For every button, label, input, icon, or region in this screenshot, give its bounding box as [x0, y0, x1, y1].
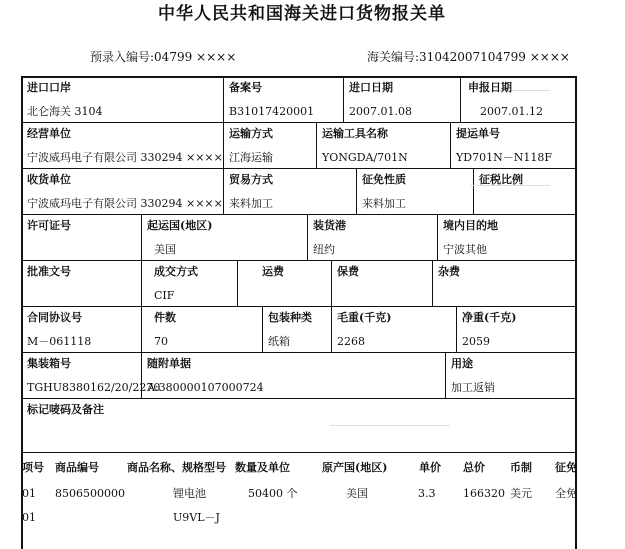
pieces-value: 70 — [154, 335, 168, 348]
goods-header-unit-price: 单价 — [419, 461, 441, 474]
deal-terms-label: 成交方式 — [154, 265, 198, 278]
goods-header-origin: 原产国(地区) — [322, 461, 388, 474]
destination-value: 宁波其他 — [443, 243, 487, 256]
customs-number: 海关编号:31042007104799 ×××× — [367, 50, 570, 64]
cell-divider — [141, 260, 142, 306]
vessel-name-value: YONGDA/701N — [322, 151, 408, 164]
contract-no-value: M－061118 — [27, 335, 92, 348]
goods-name: 锂电池 — [173, 487, 206, 500]
cell-divider — [473, 168, 474, 214]
loading-port-label: 装货港 — [313, 219, 346, 232]
goods-origin: 美国 — [346, 487, 368, 500]
preentry-number: 预录入编号:04799 ×××× — [90, 50, 237, 64]
approval-no-label: 批准文号 — [27, 265, 71, 278]
goods-currency: 美元 — [510, 487, 532, 500]
net-weight-label: 净重(千克) — [462, 311, 517, 324]
cell-divider — [445, 352, 446, 398]
net-weight-value: 2059 — [462, 335, 490, 348]
cell-divider — [331, 306, 332, 352]
import-date-value: 2007.01.08 — [349, 105, 412, 118]
origin-country-value: 美国 — [154, 243, 176, 256]
gross-weight-label: 毛重(千克) — [337, 311, 392, 324]
cell-divider — [316, 122, 317, 168]
import-port-label: 进口口岸 — [27, 81, 71, 94]
usage-value: 加工返销 — [451, 381, 495, 394]
container-no-value: TGHU8380162/20/2270 — [27, 381, 161, 394]
goods-item-no-continued: 01 — [22, 511, 36, 524]
gross-weight-value: 2268 — [337, 335, 365, 348]
attached-docs-label: 随附单据 — [147, 357, 191, 370]
row-divider — [21, 306, 577, 307]
cell-divider — [223, 168, 224, 214]
record-no-value: B31017420001 — [229, 105, 315, 118]
cell-divider — [307, 214, 308, 260]
license-no-label: 许可证号 — [27, 219, 71, 232]
pieces-label: 件数 — [154, 311, 176, 324]
goods-item-no: 01 — [22, 487, 36, 500]
goods-header-currency: 币制 — [510, 461, 532, 474]
goods-header-name-spec: 商品名称、规格型号 — [127, 461, 226, 474]
row-divider — [21, 214, 577, 215]
tax-ratio-label: 征税比例 — [479, 173, 523, 186]
consignee-value: 宁波威玛电子有限公司 330294 ×××× — [27, 197, 223, 210]
freight-label: 运费 — [262, 265, 284, 278]
row-divider — [21, 122, 577, 123]
import-date-label: 进口日期 — [349, 81, 393, 94]
cell-divider — [343, 76, 344, 122]
levy-nature-value: 来料加工 — [362, 197, 406, 210]
goods-header-total: 总价 — [463, 461, 485, 474]
scan-residue — [330, 425, 450, 426]
row-divider — [21, 452, 577, 453]
loading-port-value: 纽约 — [313, 243, 335, 256]
goods-header-item-no: 项号 — [22, 461, 44, 474]
trade-mode-value: 来料加工 — [229, 197, 273, 210]
cell-divider — [223, 76, 224, 122]
declare-date-value: 2007.01.12 — [480, 105, 543, 118]
attached-docs-value: A:380000107000724 — [147, 381, 264, 394]
cell-divider — [432, 260, 433, 306]
cell-divider — [331, 260, 332, 306]
trade-mode-label: 贸易方式 — [229, 173, 273, 186]
declare-date-label: 申报日期 — [468, 81, 512, 94]
cell-divider — [223, 122, 224, 168]
row-divider — [21, 168, 577, 169]
goods-header-code: 商品编号 — [55, 461, 99, 474]
consignee-label: 收货单位 — [27, 173, 71, 186]
goods-code: 8506500000 — [55, 487, 125, 500]
vessel-name-label: 运输工具名称 — [322, 127, 388, 140]
goods-header-levy: 征免 — [555, 461, 577, 474]
cell-divider — [356, 168, 357, 214]
cell-divider — [262, 306, 263, 352]
container-no-label: 集装箱号 — [27, 357, 71, 370]
destination-label: 境内目的地 — [443, 219, 498, 232]
usage-label: 用途 — [451, 357, 473, 370]
marks-remarks-label: 标记唛码及备注 — [27, 403, 104, 416]
deal-terms-value: CIF — [154, 289, 175, 302]
cell-divider — [450, 122, 451, 168]
transport-mode-value: 江海运输 — [229, 151, 273, 164]
goods-header-quantity: 数量及单位 — [235, 461, 290, 474]
misc-fee-label: 杂费 — [438, 265, 460, 278]
goods-levy: 全免 — [555, 487, 577, 500]
levy-nature-label: 征免性质 — [362, 173, 406, 186]
transport-mode-label: 运输方式 — [229, 127, 273, 140]
goods-model: U9VL－J — [173, 511, 220, 524]
cell-divider — [237, 260, 238, 306]
operator-label: 经营单位 — [27, 127, 71, 140]
row-divider — [21, 260, 577, 261]
cell-divider — [456, 306, 457, 352]
cell-divider — [141, 306, 142, 352]
contract-no-label: 合同协议号 — [27, 311, 82, 324]
import-port-value: 北仑海关 3104 — [27, 105, 103, 118]
goods-unit-price: 3.3 — [418, 487, 436, 500]
bill-of-lading-label: 提运单号 — [456, 127, 500, 140]
insurance-label: 保费 — [337, 265, 359, 278]
form-title: 中华人民共和国海关进口货物报关单 — [158, 4, 446, 24]
record-no-label: 备案号 — [229, 81, 262, 94]
goods-quantity: 50400 个 — [248, 487, 298, 500]
packing-type-value: 纸箱 — [268, 335, 290, 348]
row-divider — [21, 398, 577, 399]
operator-value: 宁波威玛电子有限公司 330294 ×××× — [27, 151, 223, 164]
bill-of-lading-value: YD701N－N118F — [456, 151, 552, 164]
cell-divider — [437, 214, 438, 260]
origin-country-label: 起运国(地区) — [147, 219, 213, 232]
packing-type-label: 包装种类 — [268, 311, 312, 324]
cell-divider — [141, 214, 142, 260]
row-divider — [21, 352, 577, 353]
goods-total: 166320 — [463, 487, 505, 500]
cell-divider — [460, 76, 461, 122]
